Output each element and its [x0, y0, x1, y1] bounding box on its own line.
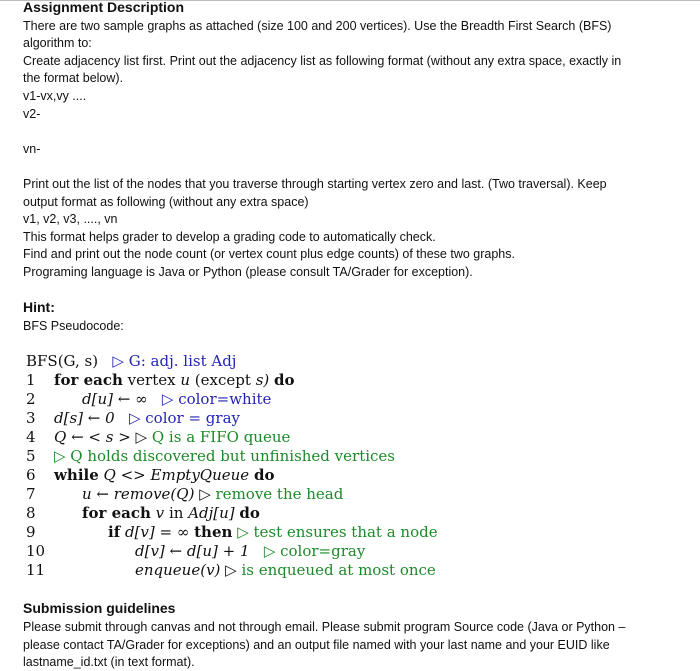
line-number: 9	[26, 523, 36, 541]
code-var: v	[155, 504, 165, 522]
line-number: 8	[26, 504, 36, 522]
line-number: 2	[26, 390, 36, 408]
assignment-line: output format as following (without any extra space)	[23, 195, 309, 209]
pseudocode-line-3	[54, 409, 240, 428]
submission-line: lastname_id.txt (in text format).	[23, 655, 195, 669]
comment-triangle-icon: ▷	[112, 352, 124, 370]
code-comment: remove the head	[215, 485, 344, 503]
keyword-then: then	[194, 523, 233, 541]
keyword-for-each: for each	[82, 504, 151, 522]
code-text: u ← remove(Q) ▷	[82, 485, 211, 503]
assignment-line: Create adjacency list first. Print out the adjacency list as following format (without any extra space, exactly in	[23, 54, 622, 68]
assignment-line: This format helps grader to develop a grading code to automatically check.	[23, 230, 436, 244]
code-comment: Q is a FIFO queue	[151, 428, 291, 446]
line-number: 5	[26, 447, 36, 465]
pseudocode-line-1	[54, 371, 295, 390]
assignment-line: v2-	[23, 107, 41, 121]
assignment-line: v1-vx,vy ....	[23, 89, 87, 103]
pseudocode-line-2	[82, 390, 271, 409]
line-number: 3	[26, 409, 36, 427]
code-comment: ▷ color = gray	[128, 409, 240, 427]
code-text: (except	[194, 371, 251, 389]
assignment-title: Assignment Description	[23, 0, 185, 15]
keyword-while: while	[54, 466, 99, 484]
code-comment: ▷ Q holds discovered but unfinished vertices	[54, 447, 395, 465]
pseudocode-header	[26, 352, 236, 371]
code-var: u	[180, 371, 191, 389]
pseudocode-line-10	[135, 542, 365, 561]
code-text: Q <> EmptyQueue	[103, 466, 250, 484]
pseudocode-line-8	[82, 504, 260, 523]
line-number: 7	[26, 485, 36, 503]
keyword-do: do	[274, 371, 295, 389]
line-number: 6	[26, 466, 36, 484]
assignment-line: Print out the list of the nodes that you traverse through starting vertex zero and last. (Two traversal). Keep	[23, 177, 607, 191]
assignment-line: Find and print out the node count (or vertex count plus edge counts) of these two graphs.	[23, 247, 515, 261]
pseudocode-line-9	[108, 523, 438, 542]
code-text: Q ← < s > ▷	[54, 428, 148, 446]
code-var: Adj[u]	[188, 504, 235, 522]
assignment-line: vn-	[23, 142, 41, 156]
line-number: 10	[26, 542, 46, 560]
code-text: d[v] = ∞	[124, 523, 190, 541]
hint-title: Hint:	[23, 299, 55, 315]
header-comment: G: adj. list Adj	[128, 352, 237, 370]
code-text: in	[168, 504, 184, 522]
assignment-line: There are two sample graphs as attached (size 100 and 200 vertices). Use the Breadth First Search (BFS)	[23, 19, 612, 33]
line-number: 1	[26, 371, 36, 389]
code-text: d[u] ← ∞	[82, 390, 148, 408]
pseudocode-line-7	[82, 485, 343, 504]
assignment-line: v1, v2, v3, ...., vn	[23, 212, 118, 226]
keyword-do: do	[253, 466, 275, 484]
code-comment: is enqueued at most once	[241, 561, 436, 579]
line-number: 11	[26, 561, 46, 579]
submission-line: Please submit through canvas and not through email. Please submit program Source code (Java or Python –	[23, 620, 626, 634]
keyword-for-each: for each	[54, 371, 123, 389]
assignment-line: Programing language is Java or Python (please consult TA/Grader for exception).	[23, 265, 473, 279]
pseudocode-line-5	[54, 447, 395, 466]
code-var: s)	[255, 371, 270, 389]
code-comment: ▷ color=white	[161, 390, 272, 408]
hint-subtitle: BFS Pseudocode:	[23, 319, 124, 333]
code-text: d[s] ← 0	[54, 409, 115, 427]
pseudocode-line-4	[54, 428, 290, 447]
code-comment: ▷ test ensures that a node	[237, 523, 438, 541]
keyword-do: do	[239, 504, 260, 522]
pseudocode-line-11	[135, 561, 436, 580]
code-text: enqueue(v) ▷	[135, 561, 237, 579]
bfs-signature: BFS(G, s)	[26, 352, 99, 370]
code-text: d[v] ← d[u] + 1	[135, 542, 250, 560]
pseudocode-line-6	[54, 466, 274, 485]
submission-line: please contact TA/Grader for exceptions) and an output file named with your last name and your EUID like	[23, 638, 610, 652]
code-comment: ▷ color=gray	[263, 542, 366, 560]
assignment-line: the format below).	[23, 71, 124, 85]
keyword-if: if	[108, 523, 121, 541]
line-number: 4	[26, 428, 36, 446]
code-text: vertex	[127, 371, 176, 389]
assignment-line: algorithm to:	[23, 36, 92, 50]
submission-title: Submission guidelines	[23, 600, 176, 616]
